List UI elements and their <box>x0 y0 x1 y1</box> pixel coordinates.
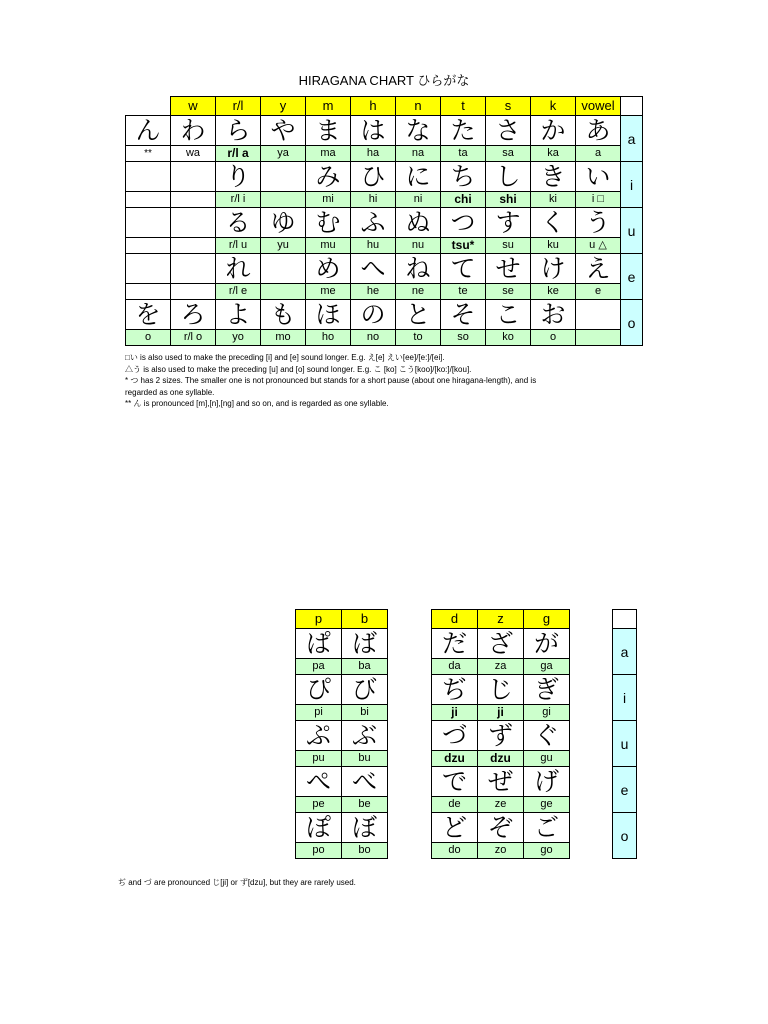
romaji-cell: pa <box>296 659 342 675</box>
column-header: m <box>306 97 351 116</box>
romaji-cell <box>171 238 216 254</box>
kana-cell: ひ <box>351 162 396 192</box>
kana-cell <box>126 162 171 192</box>
romaji-cell: me <box>306 284 351 300</box>
notes <box>125 352 645 410</box>
romaji-cell: ji <box>432 705 478 721</box>
kana-cell: ぬ <box>396 208 441 238</box>
footnote: ぢ and づ are pronounced じ[ji] or ず[dzu], but they are rarely used. <box>118 878 356 887</box>
kana-cell <box>171 208 216 238</box>
vowel-table <box>612 609 637 859</box>
kana-cell: ぺ <box>296 767 342 797</box>
kana-cell <box>171 254 216 284</box>
kana-cell: ぽ <box>296 813 342 843</box>
kana-cell: な <box>396 116 441 146</box>
romaji-cell: i □ <box>576 192 621 208</box>
kana-cell: だ <box>432 629 478 659</box>
romaji-cell: go <box>524 843 570 859</box>
romaji-cell: ya <box>261 146 306 162</box>
kana-cell: ぜ <box>478 767 524 797</box>
kana-cell: ば <box>342 629 388 659</box>
romaji-cell: shi <box>486 192 531 208</box>
kana-cell: け <box>531 254 576 284</box>
column-header: b <box>342 610 388 629</box>
kana-cell: あ <box>576 116 621 146</box>
vowel-label: o <box>621 300 643 346</box>
kana-cell <box>126 208 171 238</box>
kana-cell: へ <box>351 254 396 284</box>
kana-cell: と <box>396 300 441 330</box>
romaji-cell: sa <box>486 146 531 162</box>
romaji-cell: zo <box>478 843 524 859</box>
romaji-cell: ta <box>441 146 486 162</box>
romaji-cell: yo <box>216 330 261 346</box>
romaji-cell: mo <box>261 330 306 346</box>
romaji-cell: o <box>531 330 576 346</box>
romaji-cell: so <box>441 330 486 346</box>
column-header: h <box>351 97 396 116</box>
kana-cell: で <box>432 767 478 797</box>
kana-cell: に <box>396 162 441 192</box>
kana-cell: り <box>216 162 261 192</box>
kana-cell: ふ <box>351 208 396 238</box>
kana-cell: じ <box>478 675 524 705</box>
kana-cell <box>171 162 216 192</box>
vowel-label: a <box>621 116 643 162</box>
kana-cell: れ <box>216 254 261 284</box>
chart-title: HIRAGANA CHART ひらがな <box>298 73 470 88</box>
romaji-cell: ni <box>396 192 441 208</box>
kana-cell: た <box>441 116 486 146</box>
romaji-cell: ki <box>531 192 576 208</box>
kana-cell: そ <box>441 300 486 330</box>
kana-cell: ぞ <box>478 813 524 843</box>
romaji-cell: ji <box>478 705 524 721</box>
note-line: □い is also used to make the preceding [i] and [e] sound longer. E.g. え[e] えい[ee]/[e:]/[ei]. <box>125 353 445 362</box>
romaji-cell: gu <box>524 751 570 767</box>
kana-cell: ぐ <box>524 721 570 751</box>
romaji-cell: ko <box>486 330 531 346</box>
kana-cell: ろ <box>171 300 216 330</box>
kana-cell: す <box>486 208 531 238</box>
kana-cell: さ <box>486 116 531 146</box>
romaji-cell: nu <box>396 238 441 254</box>
kana-cell: て <box>441 254 486 284</box>
kana-cell: せ <box>486 254 531 284</box>
hiragana-main-table <box>125 96 643 346</box>
romaji-cell: pu <box>296 751 342 767</box>
romaji-cell <box>126 284 171 300</box>
kana-cell: わ <box>171 116 216 146</box>
kana-cell <box>576 300 621 330</box>
kana-cell: や <box>261 116 306 146</box>
column-header: g <box>524 610 570 629</box>
romaji-cell: bu <box>342 751 388 767</box>
kana-cell: め <box>306 254 351 284</box>
romaji-cell: za <box>478 659 524 675</box>
kana-cell: ど <box>432 813 478 843</box>
romaji-cell <box>126 192 171 208</box>
romaji-cell: chi <box>441 192 486 208</box>
vowel-label: u <box>613 721 637 767</box>
romaji-cell: ka <box>531 146 576 162</box>
romaji-cell: se <box>486 284 531 300</box>
romaji-cell: hi <box>351 192 396 208</box>
pb-table <box>295 609 388 859</box>
kana-cell: え <box>576 254 621 284</box>
romaji-cell: ha <box>351 146 396 162</box>
romaji-cell: no <box>351 330 396 346</box>
romaji-cell <box>576 330 621 346</box>
kana-cell: こ <box>486 300 531 330</box>
vowel-header-blank <box>621 97 643 116</box>
kana-cell: み <box>306 162 351 192</box>
romaji-cell: ma <box>306 146 351 162</box>
kana-cell: ぢ <box>432 675 478 705</box>
romaji-cell: te <box>441 284 486 300</box>
column-header: p <box>296 610 342 629</box>
column-header: w <box>171 97 216 116</box>
column-header: k <box>531 97 576 116</box>
romaji-cell: wa <box>171 146 216 162</box>
column-header: z <box>478 610 524 629</box>
vowel-label: i <box>613 675 637 721</box>
dzg-table <box>431 609 570 859</box>
romaji-cell: ge <box>524 797 570 813</box>
kana-cell: ほ <box>306 300 351 330</box>
kana-cell: ち <box>441 162 486 192</box>
romaji-cell: pi <box>296 705 342 721</box>
romaji-cell: r/l o <box>171 330 216 346</box>
romaji-cell: su <box>486 238 531 254</box>
kana-cell: が <box>524 629 570 659</box>
kana-cell <box>126 254 171 284</box>
kana-cell: か <box>531 116 576 146</box>
kana-cell: を <box>126 300 171 330</box>
romaji-cell: r/l i <box>216 192 261 208</box>
romaji-cell: ba <box>342 659 388 675</box>
kana-cell: く <box>531 208 576 238</box>
kana-cell: ご <box>524 813 570 843</box>
kana-cell: ゆ <box>261 208 306 238</box>
romaji-cell: da <box>432 659 478 675</box>
note-line: * つ has 2 sizes. The smaller one is not pronounced but stands for a short pause (about one hiragana-length), and is <box>125 376 537 385</box>
kana-cell: ぴ <box>296 675 342 705</box>
kana-cell: ぱ <box>296 629 342 659</box>
vowel-label: e <box>621 254 643 300</box>
romaji-cell: r/l u <box>216 238 261 254</box>
romaji-cell <box>261 192 306 208</box>
romaji-cell: ne <box>396 284 441 300</box>
romaji-cell: bo <box>342 843 388 859</box>
kana-cell: い <box>576 162 621 192</box>
kana-cell: べ <box>342 767 388 797</box>
vowel-label: e <box>613 767 637 813</box>
romaji-cell: ho <box>306 330 351 346</box>
romaji-cell: he <box>351 284 396 300</box>
romaji-cell: do <box>432 843 478 859</box>
romaji-cell <box>126 238 171 254</box>
kana-cell: ぼ <box>342 813 388 843</box>
romaji-cell: o <box>126 330 171 346</box>
kana-cell: ま <box>306 116 351 146</box>
romaji-cell: po <box>296 843 342 859</box>
kana-cell: ぶ <box>342 721 388 751</box>
kana-cell: ざ <box>478 629 524 659</box>
vowel-header-blank <box>613 610 637 629</box>
romaji-cell <box>171 284 216 300</box>
kana-cell: る <box>216 208 261 238</box>
romaji-cell: r/l a <box>216 146 261 162</box>
romaji-cell: bi <box>342 705 388 721</box>
kana-cell: し <box>486 162 531 192</box>
romaji-cell: to <box>396 330 441 346</box>
romaji-cell <box>171 192 216 208</box>
column-header: r/l <box>216 97 261 116</box>
romaji-cell: yu <box>261 238 306 254</box>
romaji-cell: mu <box>306 238 351 254</box>
kana-cell: づ <box>432 721 478 751</box>
kana-cell: む <box>306 208 351 238</box>
kana-cell <box>261 254 306 284</box>
kana-cell: ね <box>396 254 441 284</box>
kana-cell: ん <box>126 116 171 146</box>
note-line: regarded as one syllable. <box>125 387 215 397</box>
romaji-cell: ga <box>524 659 570 675</box>
vowel-label: a <box>613 629 637 675</box>
note-line: ** ん is pronounced [m],[n],[ng] and so on, and is regarded as one syllable. <box>125 399 389 408</box>
column-header: vowel <box>576 97 621 116</box>
kana-cell: お <box>531 300 576 330</box>
vowel-label: i <box>621 162 643 208</box>
note-line: △う is also used to make the preceding [u] and [o] sound longer. E.g. こ [ko] こう[koo]/[ko:]/[kou]. <box>125 364 472 374</box>
romaji-cell: gi <box>524 705 570 721</box>
romaji-cell: ku <box>531 238 576 254</box>
romaji-cell <box>261 284 306 300</box>
kana-cell: ぷ <box>296 721 342 751</box>
romaji-cell: dzu <box>478 751 524 767</box>
romaji-cell: ze <box>478 797 524 813</box>
kana-cell: の <box>351 300 396 330</box>
romaji-cell: na <box>396 146 441 162</box>
romaji-cell: de <box>432 797 478 813</box>
vowel-label: o <box>613 813 637 859</box>
kana-cell: ぎ <box>524 675 570 705</box>
column-header: s <box>486 97 531 116</box>
romaji-cell: tsu* <box>441 238 486 254</box>
kana-cell: う <box>576 208 621 238</box>
kana-cell <box>261 162 306 192</box>
romaji-cell: mi <box>306 192 351 208</box>
kana-cell: よ <box>216 300 261 330</box>
blank-cell <box>126 97 171 116</box>
romaji-cell: ** <box>126 146 171 162</box>
vowel-label: u <box>621 208 643 254</box>
kana-cell: げ <box>524 767 570 797</box>
kana-cell: ず <box>478 721 524 751</box>
romaji-cell: a <box>576 146 621 162</box>
kana-cell: は <box>351 116 396 146</box>
romaji-cell: e <box>576 284 621 300</box>
column-header: t <box>441 97 486 116</box>
kana-cell: つ <box>441 208 486 238</box>
romaji-cell: ke <box>531 284 576 300</box>
romaji-cell: r/l e <box>216 284 261 300</box>
kana-cell: ら <box>216 116 261 146</box>
kana-cell: も <box>261 300 306 330</box>
column-header: d <box>432 610 478 629</box>
column-header: n <box>396 97 441 116</box>
kana-cell: び <box>342 675 388 705</box>
romaji-cell: be <box>342 797 388 813</box>
romaji-cell: u △ <box>576 238 621 254</box>
column-header: y <box>261 97 306 116</box>
romaji-cell: dzu <box>432 751 478 767</box>
kana-cell: き <box>531 162 576 192</box>
romaji-cell: hu <box>351 238 396 254</box>
romaji-cell: pe <box>296 797 342 813</box>
